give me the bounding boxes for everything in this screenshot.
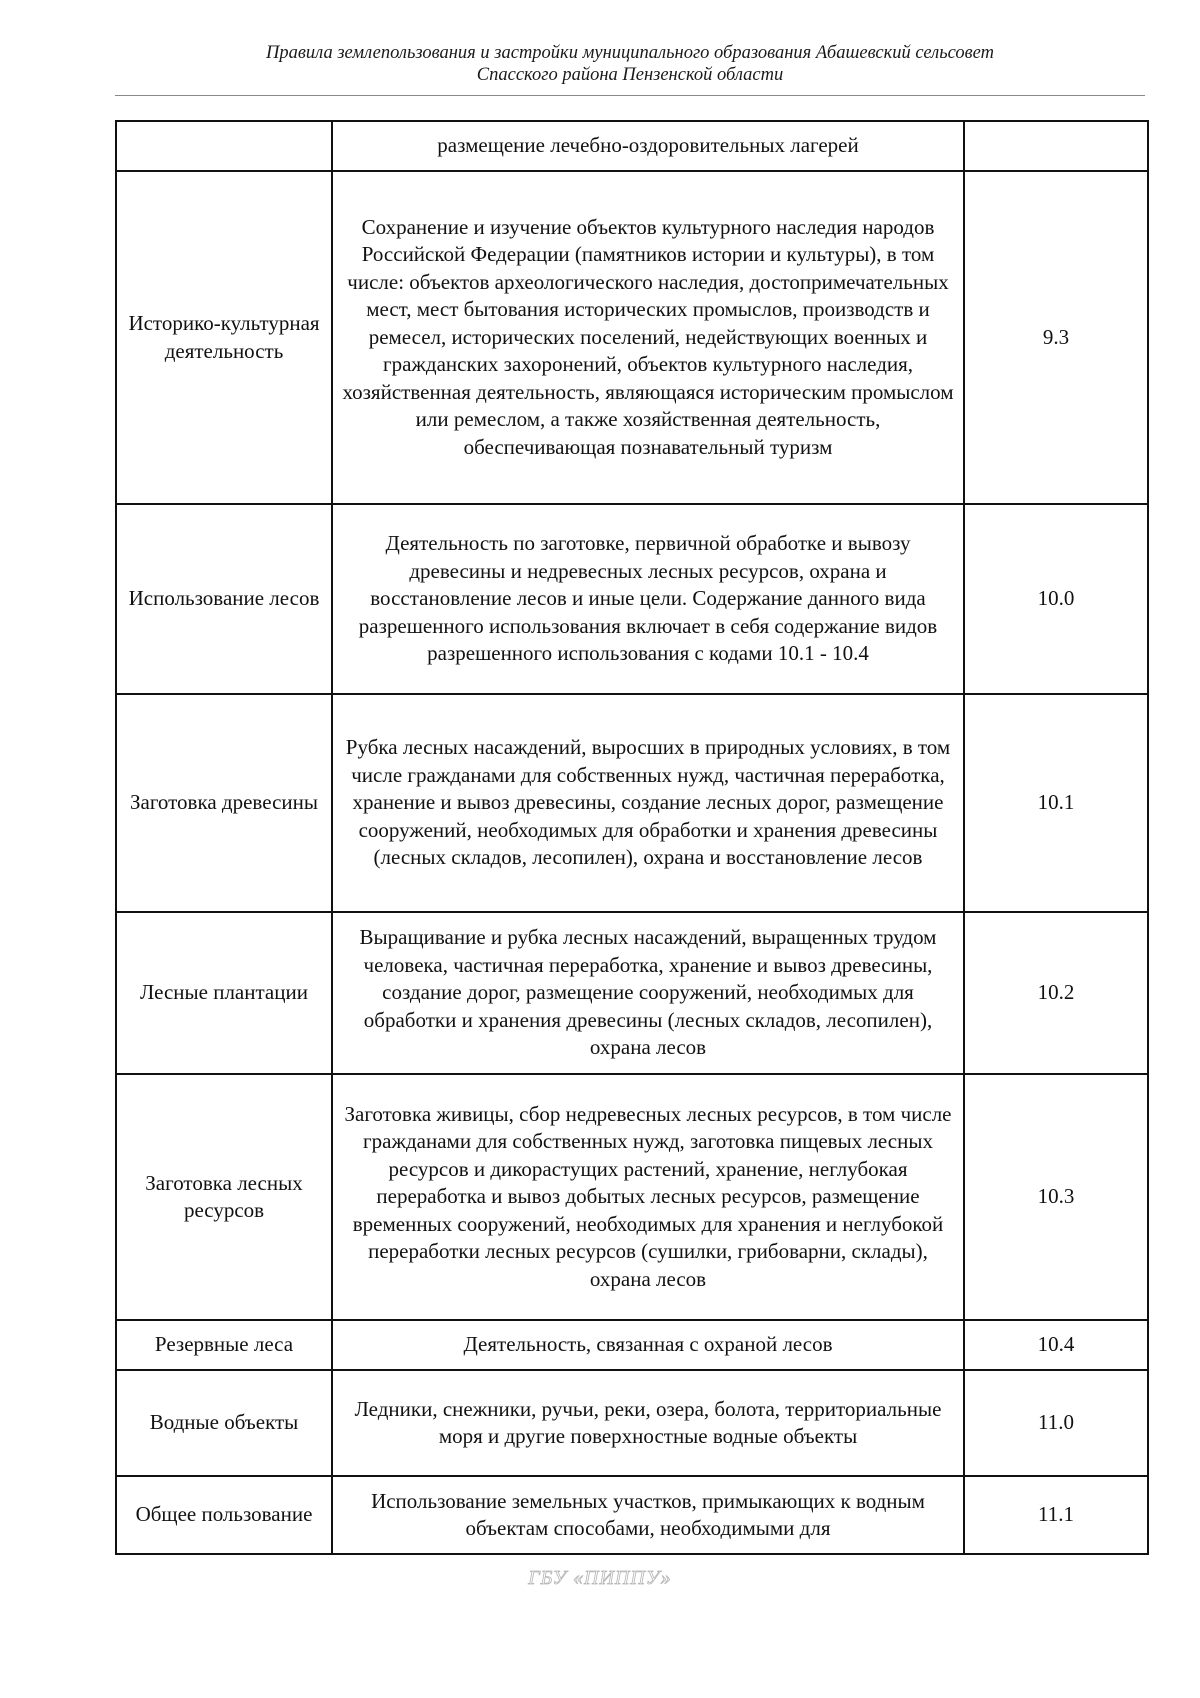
table-row	[116, 504, 1148, 694]
land-use-table	[115, 120, 1149, 1555]
header-divider	[115, 95, 1145, 96]
use-type-name: Заготовка древесины	[116, 694, 332, 912]
use-type-name: Водные объекты	[116, 1370, 332, 1476]
use-type-description: Выращивание и рубка лесных насаждений, выращенных трудом человека, частичная переработка, хранение и вывоз древесины, создание дорог, размещение сооружений, необходимых для обработки и хранения древесины (лесных складов, лесопилен), охрана лесов	[332, 912, 964, 1074]
table-row	[116, 171, 1148, 504]
use-type-code: 11.1	[964, 1476, 1148, 1554]
use-type-code: 10.3	[964, 1074, 1148, 1320]
footer-watermark: ГБУ «ПИППУ»	[528, 1567, 672, 1589]
use-type-code: 10.4	[964, 1320, 1148, 1370]
use-type-code: 9.3	[964, 171, 1148, 504]
use-type-name	[116, 121, 332, 171]
use-type-code: 10.1	[964, 694, 1148, 912]
table-row	[116, 121, 1148, 171]
page-header	[115, 42, 1145, 86]
use-type-name: Использование лесов	[116, 504, 332, 694]
table-row	[116, 1074, 1148, 1320]
use-type-description: Деятельность по заготовке, первичной обработке и вывозу древесины и недревесных лесных ресурсов, охрана и восстановление лесов и иные цели. Содержание данного вида разрешенного использования включает в себя содержание видов разрешенного использования с кодами 10.1 - 10.4	[332, 504, 964, 694]
use-type-code	[964, 121, 1148, 171]
use-type-name: Общее пользование	[116, 1476, 332, 1554]
table-row	[116, 1370, 1148, 1476]
use-type-description: Деятельность, связанная с охраной лесов	[332, 1320, 964, 1370]
use-type-name: Резервные леса	[116, 1320, 332, 1370]
use-type-name: Заготовка лесных ресурсов	[116, 1074, 332, 1320]
use-type-description: Ледники, снежники, ручьи, реки, озера, болота, территориальные моря и другие поверхностные водные объекты	[332, 1370, 964, 1476]
use-type-description: Сохранение и изучение объектов культурного наследия народов Российской Федерации (памятников истории и культуры), в том числе: объектов археологического наследия, достопримечательных мест, мест бытования исторических промыслов, производств и ремесел, исторических поселений, недействующих военных и гражданских захоронений, объектов культурного наследия, хозяйственная деятельность, являющаяся историческим промыслом или ремеслом, а также хозяйственная деятельность, обеспечивающая познавательный туризм	[332, 171, 964, 504]
use-type-description: Рубка лесных насаждений, выросших в природных условиях, в том числе гражданами для собственных нужд, частичная переработка, хранение и вывоз древесины, создание лесных дорог, размещение сооружений, необходимых для обработки и хранения древесины (лесных складов, лесопилен), охрана и восстановление лесов	[332, 694, 964, 912]
use-type-code: 10.2	[964, 912, 1148, 1074]
use-type-name: Историко-культурная деятельность	[116, 171, 332, 504]
header-line-2: Спасского района Пензенской области	[476, 65, 784, 85]
table-row	[116, 912, 1148, 1074]
use-type-description: Использование земельных участков, примыкающих к водным объектам способами, необходимыми для	[332, 1476, 964, 1554]
use-type-code: 10.0	[964, 504, 1148, 694]
table-row	[116, 1476, 1148, 1554]
use-type-description: Заготовка живицы, сбор недревесных лесных ресурсов, в том числе гражданами для собственных нужд, заготовка пищевых лесных ресурсов и дикорастущих растений, хранение, неглубокая переработка и вывоз добытых лесных ресурсов, размещение временных сооружений, необходимых для хранения и неглубокой переработки лесных ресурсов (сушилки, грибоварни, склады), охрана лесов	[332, 1074, 964, 1320]
table-row	[116, 694, 1148, 912]
table-row	[116, 1320, 1148, 1370]
header-line-1: Правила землепользования и застройки муниципального образования Абашевский сельсовет	[266, 43, 994, 63]
use-type-code: 11.0	[964, 1370, 1148, 1476]
use-type-description: размещение лечебно-оздоровительных лагерей	[332, 121, 964, 171]
use-type-name: Лесные плантации	[116, 912, 332, 1074]
